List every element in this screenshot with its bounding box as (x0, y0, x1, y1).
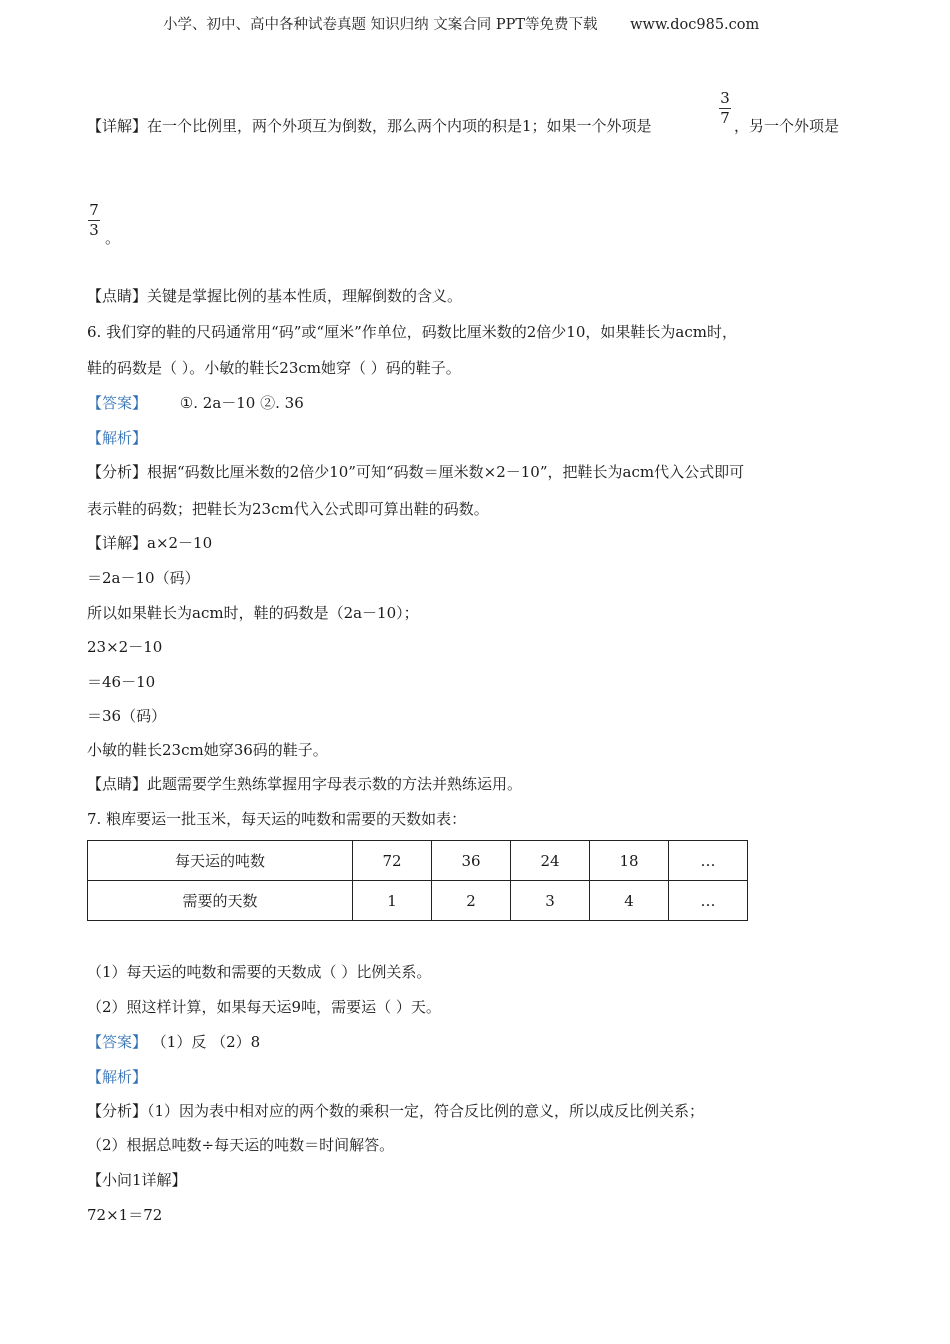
q6-jiexi-label: 【解析】 (87, 429, 148, 447)
prev-detail (87, 116, 652, 136)
answer-label: 【答案】 (87, 394, 148, 412)
table-cell: 3 (511, 881, 590, 921)
q6-step-5: ＝46－10 (87, 673, 156, 691)
table-cell: 72 (353, 841, 432, 881)
q6-analysis-2: 表示鞋的码数；把鞋长为23cm代入公式即可算出鞋的码数。 (87, 500, 489, 518)
table-cell: … (669, 881, 748, 921)
fraction-numerator: 3 (720, 89, 730, 107)
site-banner (163, 13, 759, 34)
q7-sub-2: （2）照这样计算，如果每天运9吨，需要运（ ）天。 (87, 998, 441, 1016)
q6-step-3: 所以如果鞋长为acm时，鞋的码数是（2a－10）； (87, 604, 419, 622)
table-cell: 2 (432, 881, 511, 921)
q6-line2: 鞋的码数是（ ）。小敏的鞋长23cm她穿（ ）码的鞋子。 (87, 359, 461, 377)
q7-analysis-2: （2）根据总吨数÷每天运的吨数＝时间解答。 (87, 1136, 395, 1154)
q7-last-line: 72×1＝72 (87, 1206, 163, 1224)
table-cell: 4 (590, 881, 669, 921)
site-banner-text: 小学、初中、高中各种试卷真题 知识归纳 文案合同 PPT等免费下载 (163, 17, 598, 33)
table-cell: 需要的天数 (88, 881, 353, 921)
table-cell: 36 (432, 841, 511, 881)
prev-detail-tail: ，另一个外项是 (734, 117, 840, 135)
q6-step-4: 23×2－10 (87, 638, 163, 656)
q6-analysis-1: 【分析】根据“码数比厘米数的2倍少10”可知“码数＝厘米数×2－10”，把鞋长为acm代入公式即可 (87, 463, 745, 481)
answer-text: ①. 2a－10 ②. 36 (179, 394, 304, 412)
table-row (88, 841, 748, 881)
fraction-7-3 (88, 200, 100, 240)
answer-text: （1）反 （2）8 (151, 1033, 261, 1051)
table-cell: 1 (353, 881, 432, 921)
q7-sub-1: （1）每天运的吨数和需要的天数成（ ）比例关系。 (87, 963, 432, 981)
fraction-denominator: 3 (89, 221, 99, 239)
q6-step-1: 【详解】a×2－10 (87, 534, 213, 552)
fraction-denominator: 7 (720, 109, 730, 127)
q7-jiexi-label: 【解析】 (87, 1068, 148, 1086)
q6-step-7: 小敏的鞋长23cm她穿36码的鞋子。 (87, 741, 328, 759)
q7-analysis-1: 【分析】（1）因为表中相对应的两个数的乘积一定，符合反比例的意义，所以成反比例关系； (87, 1102, 705, 1120)
q7-table (87, 840, 748, 921)
prev-tip: 【点睛】关键是掌握比例的基本性质，理解倒数的含义。 (87, 287, 463, 305)
q7-sub-detail: 【小问1详解】 (87, 1171, 187, 1189)
fraction-numerator: 7 (89, 201, 99, 219)
table-cell: 24 (511, 841, 590, 881)
q6-step-2: ＝2a－10（码） (87, 569, 200, 587)
q7-title: 7. 粮库要运一批玉米，每天运的吨数和需要的天数如表： (87, 810, 467, 828)
answer-label: 【答案】 (87, 1033, 148, 1051)
q7-answer (87, 1032, 260, 1052)
prev-detail-end: 。 (105, 229, 121, 247)
prev-detail-text: 【详解】在一个比例里，两个外项互为倒数，那么两个内项的积是1；如果一个外项是 (87, 117, 652, 135)
table-cell: … (669, 841, 748, 881)
q6-answer (87, 393, 304, 413)
table-cell: 每天运的吨数 (88, 841, 353, 881)
site-url: www.doc985.com (630, 17, 760, 33)
q6-step-6: ＝36（码） (87, 707, 167, 725)
q6-line1: 6. 我们穿的鞋的尺码通常用“码”或“厘米”作单位，码数比厘米数的2倍少10，如果鞋长为acm时， (87, 323, 737, 341)
q6-tip: 【点睛】此题需要学生熟练掌握用字母表示数的方法并熟练运用。 (87, 775, 523, 793)
fraction-3-7 (719, 88, 731, 128)
table-row (88, 881, 748, 921)
table-cell: 18 (590, 841, 669, 881)
